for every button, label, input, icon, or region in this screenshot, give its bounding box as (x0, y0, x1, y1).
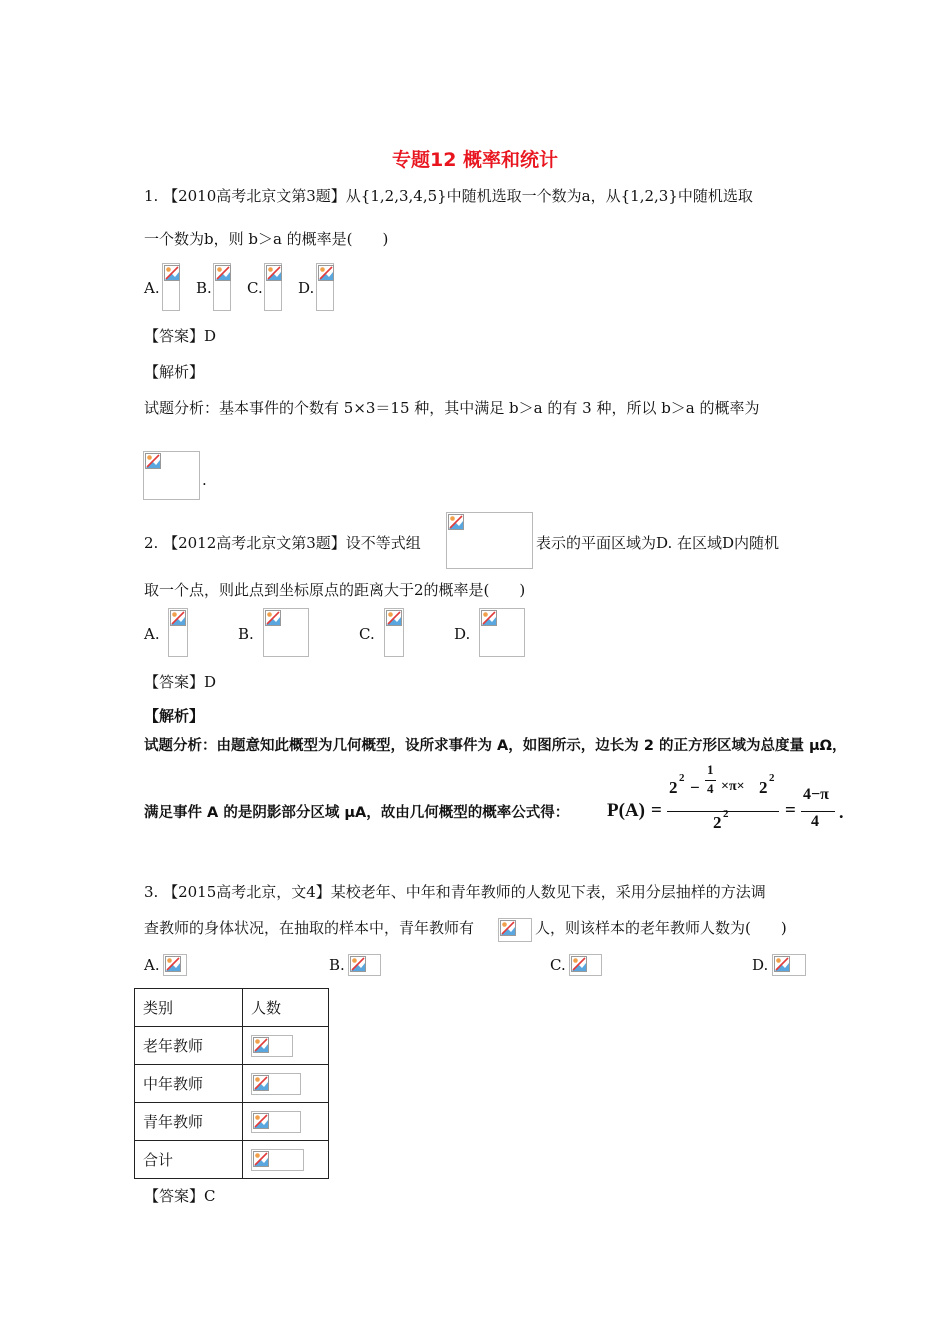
q3-option-d-label: D. (752, 956, 769, 974)
formula-equals-2: = (785, 800, 796, 821)
formula-num-exp-b: 2 (769, 772, 775, 784)
table-row (135, 1103, 329, 1141)
broken-image-icon (500, 920, 516, 936)
q1-stem-line2: 一个数为b，则 b＞a 的概率是( ) (144, 230, 389, 248)
q3-answer: 【答案】C (144, 1187, 216, 1205)
q1-period: . (202, 471, 207, 489)
table-cell-category: 青年教师 (135, 1103, 243, 1141)
q2-option-b-label: B. (238, 625, 254, 643)
q2-option-d-image (479, 608, 525, 657)
formula-frac-num: 1 (707, 762, 714, 777)
page-title: 专题12 概率和统计 (391, 149, 559, 171)
formula-num-base-a: 2 (669, 778, 678, 797)
q2-option-b-image (263, 608, 309, 657)
formula-rhs-frac-bar (801, 811, 835, 812)
broken-image-icon (253, 1113, 269, 1129)
q3-option-c-image (569, 954, 602, 976)
q1-analysis-heading: 【解析】 (144, 363, 205, 381)
formula-rhs-den: 4 (811, 813, 819, 830)
q2-option-c-label: C. (359, 625, 375, 643)
q1-option-a-image (162, 263, 180, 311)
table-row (135, 1065, 329, 1103)
formula-frac-den: 4 (707, 781, 714, 796)
broken-image-icon (481, 610, 497, 626)
q3-option-b-image (348, 954, 381, 976)
count-image (251, 1111, 301, 1133)
q2-analysis-line2: 满足事件 A 的是阴影部分区域 μA，故由几何概型的概率公式得： (144, 805, 570, 821)
q3-stem-line2-post: 人，则该样本的老年教师人数为( ) (535, 919, 787, 937)
q3-option-c-label: C. (550, 956, 566, 974)
broken-image-icon (318, 265, 334, 281)
q1-stem-line1: 1. 【2010高考北京文第3题】从{1,2,3,4,5}中随机选取一个数为a，从{1,2,3}中随机选取 (144, 187, 753, 205)
broken-image-icon (215, 265, 231, 281)
broken-image-icon (164, 265, 180, 281)
table-row (135, 1027, 329, 1065)
formula-equals: = (651, 800, 662, 821)
q2-option-c-image (384, 608, 404, 657)
q2-option-d-label: D. (454, 625, 471, 643)
broken-image-icon (571, 956, 587, 972)
formula-rhs-num: 4−π (803, 786, 829, 803)
q1-option-b-image (213, 263, 231, 311)
formula-den-base: 2 (713, 813, 722, 832)
table-header-category: 类别 (135, 989, 243, 1027)
broken-image-icon (253, 1075, 269, 1091)
formula-num-base-b: 2 (759, 778, 768, 797)
broken-image-icon (448, 514, 464, 530)
table-cell-count (243, 1027, 329, 1065)
q2-stem-line1-post: 表示的平面区域为D. 在区域D内随机 (536, 534, 780, 552)
q2-analysis-line1: 试题分析：由题意知此概型为几何概型，设所求事件为 A，如图所示，边长为 2 的正方形区域为总度量 μΩ， (144, 738, 847, 754)
table-header-count: 人数 (243, 989, 329, 1027)
table-cell-count (243, 1103, 329, 1141)
broken-image-icon (145, 453, 161, 469)
q3-stem-line1: 3. 【2015高考北京，文4】某校老年、中年和青年教师的人数见下表，采用分层抽样的方法调 (144, 883, 766, 901)
q3-count-image (498, 918, 532, 942)
q1-option-b-label: B. (196, 279, 212, 297)
q2-stem-line2: 取一个点，则此点到坐标原点的距离大于2的概率是( ) (144, 581, 526, 599)
q2-inequality-image (446, 512, 533, 569)
broken-image-icon (253, 1037, 269, 1053)
q2-option-a-image (168, 608, 188, 657)
probability-formula (607, 764, 847, 834)
q1-option-d-image (316, 263, 334, 311)
count-image (251, 1073, 301, 1095)
q1-result-image (143, 451, 200, 500)
broken-image-icon (170, 610, 186, 626)
teacher-count-table (134, 988, 329, 1179)
q1-option-c-label: C. (247, 279, 263, 297)
count-image (251, 1035, 293, 1057)
q1-analysis-text: 试题分析：基本事件的个数有 5×3＝15 种，其中满足 b＞a 的有 3 种，所以 b＞a 的概率为 (144, 399, 760, 417)
q1-option-c-image (264, 263, 282, 311)
q1-option-a-label: A. (144, 279, 160, 297)
broken-image-icon (350, 956, 366, 972)
broken-image-icon (265, 610, 281, 626)
q2-analysis-heading: 【解析】 (144, 707, 205, 725)
formula-minus: − (690, 778, 700, 797)
q3-stem-line2-pre: 查教师的身体状况，在抽取的样本中，青年教师有 (144, 919, 475, 937)
broken-image-icon (774, 956, 790, 972)
q3-option-a-label: A. (144, 956, 160, 974)
formula-period: . (839, 802, 844, 822)
q3-option-b-label: B. (329, 956, 345, 974)
formula-lhs: P(A) (607, 800, 645, 821)
count-image (251, 1149, 304, 1171)
table-cell-category: 中年教师 (135, 1065, 243, 1103)
q2-option-a-label: A. (144, 625, 160, 643)
formula-num-exp-a: 2 (679, 772, 685, 784)
table-row (135, 1141, 329, 1179)
broken-image-icon (386, 610, 402, 626)
q3-option-a-image (163, 954, 187, 976)
formula-times-pi: ×π× (721, 779, 745, 794)
table-cell-count (243, 1141, 329, 1179)
broken-image-icon (165, 956, 181, 972)
broken-image-icon (266, 265, 282, 281)
broken-image-icon (253, 1151, 269, 1167)
table-cell-category: 合计 (135, 1141, 243, 1179)
q3-option-d-image (772, 954, 806, 976)
formula-den-exp: 2 (723, 808, 729, 820)
table-header-row (135, 989, 329, 1027)
q1-option-d-label: D. (298, 279, 315, 297)
table-cell-count (243, 1065, 329, 1103)
q2-answer: 【答案】D (144, 673, 217, 691)
q1-answer: 【答案】D (144, 327, 217, 345)
table-cell-category: 老年教师 (135, 1027, 243, 1065)
q2-stem-line1-pre: 2. 【2012高考北京文第3题】设不等式组 (144, 534, 421, 552)
